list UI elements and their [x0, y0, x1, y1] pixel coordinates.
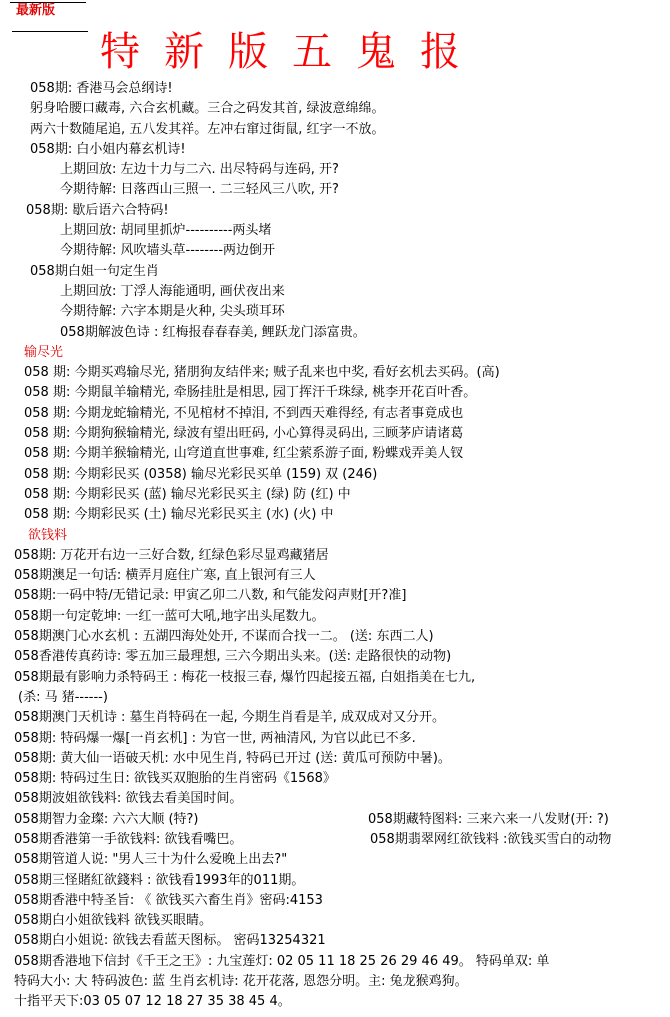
text-line	[0, 708, 670, 728]
line-text: 058期: 香港马会总纲诗!	[30, 81, 173, 96]
text-line	[0, 444, 670, 464]
line-text: 058期波姐欲钱料: 欲钱去看美国时间。	[14, 791, 243, 807]
line-text: 058期白姐一句定生肖	[30, 263, 159, 279]
text-line	[0, 302, 670, 322]
line-text: 058期澳足一句话: 横弄月庭住广寒, 直上银河有三人	[14, 568, 316, 584]
line-text: 058 期: 今期彩民买 (蓝) 输尽光彩民买主 (绿) 防 (红) 中	[24, 486, 351, 502]
line-text: 058期: 特码爆一爆[一肖玄机] : 为官一世, 两袖清风, 为官以此已不多.	[14, 730, 416, 746]
text-line	[0, 221, 670, 241]
line-text: 058期解波色诗 : 红梅报春春春美, 鲤跃龙门添富贵。	[60, 324, 366, 340]
text-line	[0, 79, 670, 99]
text-line	[0, 972, 670, 992]
text-line	[0, 465, 670, 485]
text-line	[0, 586, 670, 606]
text-line	[0, 891, 670, 911]
line-text: 躬身哈腰口藏毒, 六合玄机藏。三合之码发其首, 绿波意绵绵。	[30, 101, 385, 117]
text-line	[0, 160, 670, 180]
line-text: 058期: 白小姐内幕玄机诗!	[30, 141, 186, 157]
line-text: 今期待解: 日落西山三照一. 二三轻风三八吹, 开?	[60, 182, 339, 198]
line-text: 058 期: 今期龙蛇输精光, 不见棺材不掉泪, 不到西天难得经, 有志者事竟成也	[24, 405, 464, 421]
text-line	[0, 627, 670, 647]
text-line	[0, 830, 670, 850]
text-line	[0, 505, 670, 525]
line-text: 058 期: 今期羊猴输精光, 山穹道直世事难, 红尘萦系游子面, 粉蝶戏弄美人钗	[24, 446, 464, 462]
line-text: 058期香港第一手欲钱料: 欲钱看嘴巴。	[14, 831, 243, 847]
text-line	[0, 607, 670, 627]
text-line	[0, 363, 670, 383]
line-text: 058期澳门心水玄机 : 五湖四海处处开, 不谋而合找一二。 (送: 东西二人)	[14, 629, 434, 645]
text-line	[0, 485, 670, 505]
text-line	[0, 850, 670, 870]
text-line	[0, 810, 670, 830]
section-heading	[0, 526, 670, 546]
line-text: 058期澳门天机诗 : 墓生肖特码在一起, 今期生肖看是羊, 成双成对又分开。	[14, 710, 445, 726]
line-text: 058香港传真药诗: 零五加三最理想, 三六今期出头来。(送: 走路很快的动物)	[14, 649, 452, 665]
text-line	[0, 262, 670, 282]
text-line	[0, 140, 670, 160]
text-line	[0, 404, 670, 424]
line-text: 058期:一码中特/无错记录: 甲寅乙卯二八数, 和气能发闷声财[开?准]	[14, 588, 407, 604]
text-line	[0, 992, 670, 1012]
line-text: 上期回放: 丁浮人海能通明, 画伏夜出来	[60, 283, 285, 299]
line-text: 058期: 万花开右边一三好合数, 红绿色彩尽显鸡藏猪居	[14, 547, 329, 563]
edition-tag: 最新版	[10, 2, 86, 18]
line-text: 058 期: 今期彩民买 (0358) 输尽光彩民买单 (159) 双 (246)	[24, 466, 378, 482]
text-line	[0, 871, 670, 891]
text-line	[0, 729, 670, 749]
text-line	[0, 688, 670, 708]
line-text: 058期白小姐说: 欲钱去看蓝天图标。 密码13254321	[14, 933, 326, 949]
line-text: 上期回放: 胡同里抓炉----------两头堵	[60, 223, 272, 239]
text-line	[0, 769, 670, 789]
page-title: 特新版五鬼报	[100, 29, 484, 75]
line-text: 058期: 歇后语六合特码!	[26, 202, 169, 218]
text-line	[0, 566, 670, 586]
text-line	[0, 99, 670, 119]
line-text: 058期香港地下信封《千王之王》: 九宝莲灯: 02 05 11 18 25 26 29 46 49。 特码单双: 单	[14, 953, 550, 969]
text-line	[0, 241, 670, 261]
line-text: 058 期: 今期鼠羊输精光, 牵肠挂肚是相思, 园丁挥汗千珠绿, 桃李开花百叶香。	[24, 385, 477, 401]
line-text: 两六十数随尾追, 五八发其祥。左冲右窜过街鼠, 红字一不放。	[30, 121, 385, 137]
line-text: 特码大小: 大 特码波色: 蓝 生肖玄机诗: 花开花落, 恩怨分明。主: 兔龙猴鸡狗。	[14, 974, 468, 990]
line-text: (杀: 马 猪------)	[18, 689, 108, 705]
line-text: 058期一句定乾坤: 一红一蓝可大吼,地字出头尾数九。	[14, 608, 325, 624]
line-text: 上期回放: 左边十力与二六. 出尽特码与连码, 开?	[60, 162, 339, 178]
text-line	[0, 931, 670, 951]
header-divider	[12, 31, 88, 32]
text-line	[0, 668, 670, 688]
line-text: 今期待解: 六字本期是火种, 尖头琐耳环	[60, 304, 285, 320]
line-text: 欲钱料	[28, 527, 68, 543]
text-line	[0, 749, 670, 769]
text-line	[0, 180, 670, 200]
text-line	[0, 383, 670, 403]
text-line	[0, 546, 670, 566]
line-text-right: 058期藏特图料: 三来六来一八发财(开: ?)	[368, 811, 609, 827]
line-text: 058期白小姐欲钱料 欲钱买眼睛。	[14, 913, 212, 929]
text-line	[0, 424, 670, 444]
line-text: 058 期: 今期彩民买 (土) 输尽光彩民买主 (水) (火) 中	[24, 507, 334, 523]
text-line	[0, 911, 670, 931]
text-line	[0, 952, 670, 972]
section-heading	[0, 343, 670, 363]
line-text: 058期智力金璨: 六六大顺 (特?)	[14, 811, 199, 827]
line-text: 058期香港中特圣旨: 《 欲钱买六畜生肖》密码:4153	[14, 892, 323, 908]
text-line	[0, 282, 670, 302]
line-text-right: 058期翡翠网红欲钱料 :欲钱买雪白的动物	[370, 831, 612, 847]
line-text: 058 期: 今期买鸡输尽光, 猪朋狗友结伴来; 贼子乱来也中奖, 看好玄机去买码。(高)	[24, 365, 500, 381]
line-text: 058期管道人说: "男人三十为什么爱晚上出去?"	[14, 852, 288, 868]
line-text: 058期: 黄大仙一语破天机: 水中见生肖, 特码已开过 (送: 黄瓜可预防中暑)。	[14, 750, 451, 766]
text-line	[0, 120, 670, 140]
text-line	[0, 647, 670, 667]
line-text: 十指平天下:03 05 07 12 18 27 35 38 45 4。	[14, 994, 291, 1010]
text-line	[0, 201, 670, 221]
line-text: 058期最有影响力杀特码王 : 梅花一枝报三春, 爆竹四起接五福, 白姐指美在七九,	[14, 669, 476, 685]
line-text: 今期待解: 风吹墙头草--------两边倒开	[60, 243, 276, 259]
line-text: 058期: 特码过生日: 欲钱买双胞胎的生肖密码《1568》	[14, 771, 336, 787]
text-line	[0, 789, 670, 809]
line-text: 输尽光	[24, 344, 64, 360]
document-body	[0, 79, 670, 1013]
line-text: 058 期: 今期狗猴输精光, 绿波有望出旺码, 小心算得灵码出, 三顾茅庐请诸葛	[24, 426, 464, 442]
line-text: 058期三怪賭紅欲錢料 : 欲钱看1993年的011期。	[14, 872, 305, 888]
text-line	[0, 323, 670, 343]
